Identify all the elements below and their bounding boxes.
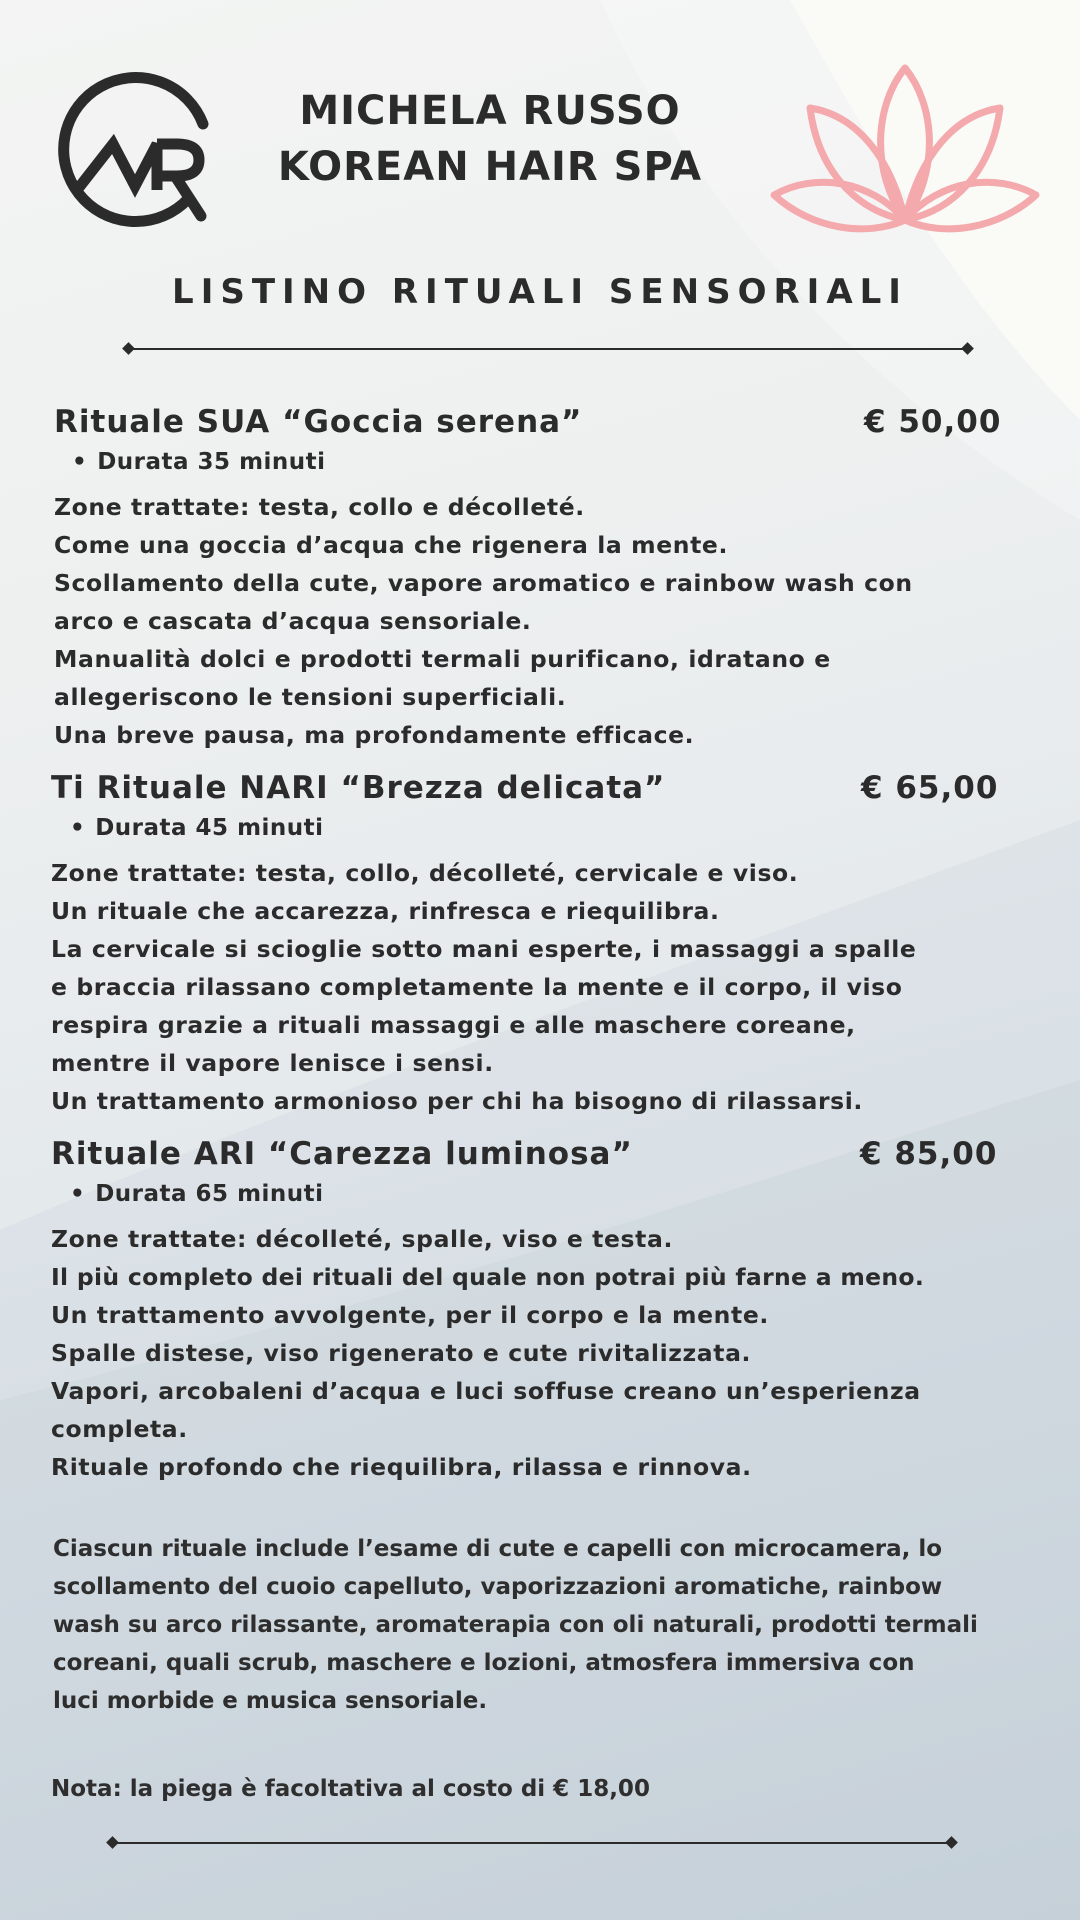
description-line: mentre il vapore lenisce i sensi. [51, 1049, 494, 1077]
ritual-duration [70, 1181, 324, 1207]
mr-monogram-icon [55, 68, 217, 230]
description-line: Come una goccia d’acqua che rigenera la mente. [54, 531, 728, 559]
description-line: Spalle distese, viso rigenerato e cute rivitalizzata. [51, 1339, 752, 1367]
ritual-price: € 85,00 [860, 1136, 998, 1172]
description-line: Scollamento della cute, vapore aromatico e rainbow wash con [54, 569, 913, 597]
ritual-duration [72, 449, 326, 475]
description-line: La cervicale si scioglie sotto mani esperte, i massaggi a spalle [51, 935, 917, 963]
brand-name: MICHELA RUSSO [299, 88, 681, 134]
bottom-divider [108, 1836, 956, 1850]
styling-note: Nota: la piega è facoltativa al costo di € 18,00 [51, 1776, 650, 1802]
ritual-price: € 65,00 [861, 770, 999, 806]
brand-tagline: KOREAN HAIR SPA [277, 144, 703, 190]
ritual-title: Rituale SUA “Goccia serena” [54, 404, 583, 440]
ritual-duration-text: Durata 45 minuti [95, 815, 324, 841]
lotus-flower-icon [770, 60, 1040, 240]
ritual-description [54, 488, 913, 754]
top-divider [124, 342, 972, 356]
inclusions-line: scollamento del cuoio capelluto, vaporizzazioni aromatiche, rainbow [53, 1574, 943, 1600]
ritual-description [51, 854, 916, 1120]
description-line: respira grazie a rituali massaggi e alle maschere coreane, [51, 1011, 856, 1039]
ritual-duration-text: Durata 35 minuti [97, 449, 326, 475]
description-line: Una breve pausa, ma profondamente efficace. [54, 721, 695, 749]
inclusions-line: luci morbide e musica sensoriale. [53, 1688, 488, 1714]
description-line: Zone trattate: décolleté, spalle, viso e testa. [51, 1225, 673, 1253]
description-line: arco e cascata d’acqua sensoriale. [54, 607, 532, 635]
description-line: Un trattamento avvolgente, per il corpo e la mente. [51, 1301, 769, 1329]
ritual-duration-text: Durata 65 minuti [95, 1181, 324, 1207]
bullet-icon: • [72, 449, 88, 475]
description-line: e braccia rilassano completamente la mente e il corpo, il viso [51, 973, 903, 1001]
description-line: Un trattamento armonioso per chi ha bisogno di rilassarsi. [51, 1087, 863, 1115]
ritual-description [51, 1220, 924, 1486]
inclusions-line: coreani, quali scrub, maschere e lozioni, atmosfera immersiva con [53, 1650, 915, 1676]
description-line: Il più completo dei rituali del quale non potrai più farne a meno. [51, 1263, 925, 1291]
ritual-duration [70, 815, 324, 841]
description-line: allegeriscono le tensioni superficiali. [54, 683, 567, 711]
bullet-icon: • [70, 1181, 86, 1207]
inclusions-line: wash su arco rilassante, aromaterapia con oli naturali, prodotti termali [53, 1612, 978, 1638]
description-line: Manualità dolci e prodotti termali purificano, idratano e [54, 645, 831, 673]
description-line: Un rituale che accarezza, rinfresca e riequilibra. [51, 897, 720, 925]
ritual-inclusions [53, 1530, 1033, 1720]
page-title: LISTINO RITUALI SENSORIALI [172, 272, 908, 312]
description-line: Rituale profondo che riequilibra, rilassa e rinnova. [51, 1453, 752, 1481]
description-line: Zone trattate: testa, collo e décolleté. [54, 493, 585, 521]
ritual-title: Ti Rituale NARI “Brezza delicata” [51, 770, 666, 806]
description-line: Zone trattate: testa, collo, décolleté, cervicale e viso. [51, 859, 799, 887]
inclusions-line: Ciascun rituale include l’esame di cute e capelli con microcamera, lo [53, 1536, 943, 1562]
bullet-icon: • [70, 815, 86, 841]
ritual-price: € 50,00 [864, 404, 1002, 440]
description-line: completa. [51, 1415, 188, 1443]
description-line: Vapori, arcobaleni d’acqua e luci soffuse creano un’esperienza [51, 1377, 921, 1405]
ritual-title: Rituale ARI “Carezza luminosa” [51, 1136, 633, 1172]
